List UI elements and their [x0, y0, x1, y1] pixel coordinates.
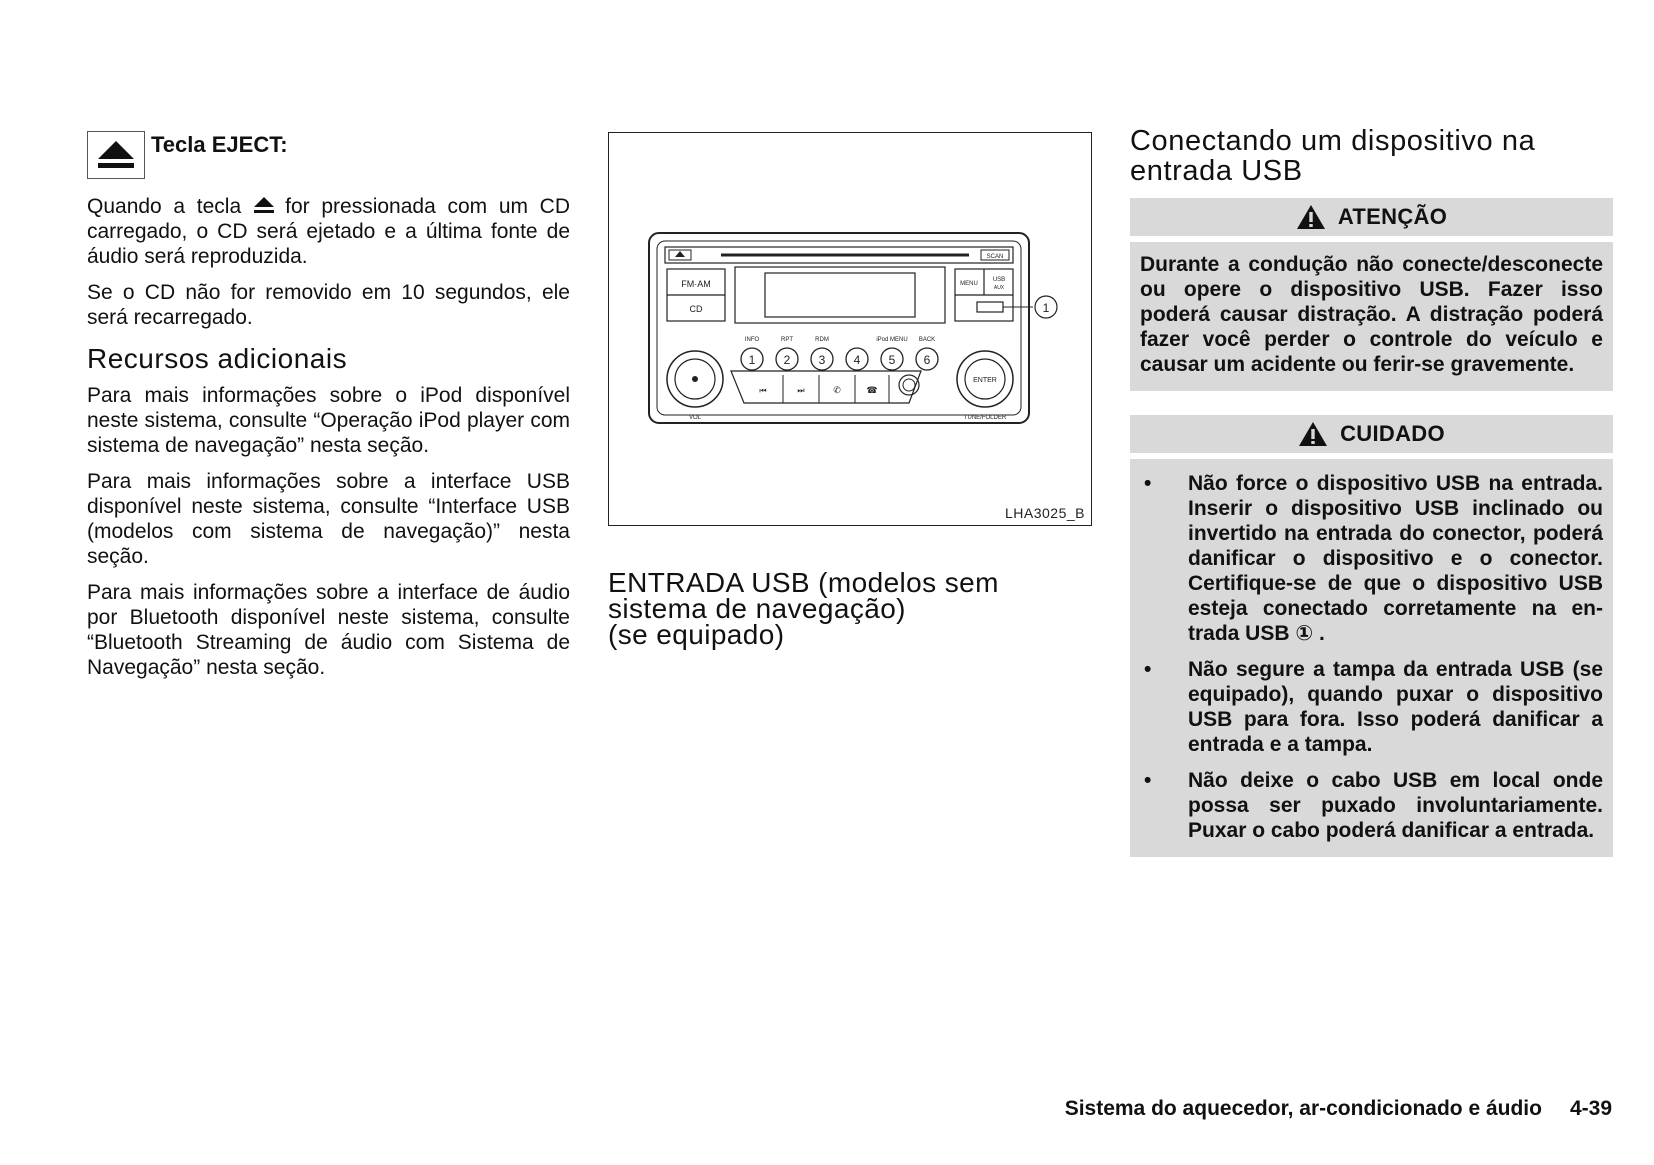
list-item	[1140, 768, 1603, 843]
atencao-header	[1130, 198, 1613, 236]
preset-5: 5	[888, 353, 896, 367]
bullet-dot: •	[1144, 472, 1152, 495]
page-footer	[1065, 1097, 1612, 1121]
usb-connect-title	[1130, 126, 1613, 186]
eject-label: Tecla EJECT:	[151, 132, 288, 157]
reload-paragraph: Se o CD não for removido em 10 segundos, ele será recarregado.	[87, 281, 570, 329]
usb-label: USB	[992, 277, 1006, 283]
atencao-body: Durante a condução não conecte/desconecte ou opere o dispositivo USB. Fazer isso poderá causar distração. A distração poderá fazer você perder o controle do veículo e causar um acidente ou ferir-se gravemente.	[1130, 242, 1613, 391]
menu-label: MENU	[960, 281, 978, 287]
cd-label: CD	[689, 304, 703, 314]
atencao-label: ATENÇÃO	[1337, 204, 1448, 229]
cuidado-body	[1130, 459, 1613, 857]
list-item	[1140, 471, 1603, 646]
bullet-dot: •	[1144, 658, 1152, 681]
preset-buttons	[741, 348, 938, 370]
eject-paragraph-post: for pressionada com um CD carregado, o CD será ejetado e a última fonte de áudio será reproduzida.	[87, 195, 571, 268]
figure-caption: LHA3025_B	[1004, 505, 1085, 521]
preset-4: 4	[853, 353, 861, 367]
cuidado-list	[1140, 471, 1603, 843]
tune-folder-label: TUNE/FOLDER	[963, 415, 1007, 421]
scan-label: SCAN	[986, 254, 1004, 260]
back-label: BACK	[918, 337, 936, 343]
eject-heading	[87, 130, 570, 180]
usb-connect-title-line2: entrada USB	[1130, 155, 1303, 187]
rdm-label: RDM	[815, 337, 829, 343]
caution-icon	[1298, 421, 1328, 447]
preset-1: 1	[748, 353, 756, 367]
eject-paragraph	[87, 194, 570, 269]
phone-pickup-icon: ✆	[833, 385, 841, 395]
usb-entry-heading-line3: (se equipado)	[608, 619, 785, 650]
right-column	[1130, 126, 1613, 857]
middle-column	[608, 132, 1092, 658]
vol-label: VOL	[688, 415, 702, 421]
phone-hangup-icon: ☎	[866, 385, 878, 395]
eject-icon	[87, 131, 145, 179]
callout-number: 1	[1042, 301, 1050, 315]
usb-connect-title-line1: Conectando um dispositivo na	[1130, 125, 1536, 157]
list-item-text: Não force o dispositivo USB na entrada. Inserir o dispositivo USB inclinado ou invertido na entrada do conector, poderá danificar o dispositivo e o conector. Certifique-se de que o dispositivo USB esteja conectado corretamente na entrada USB ① .	[1188, 472, 1603, 645]
bullet-dot: •	[1144, 769, 1152, 792]
ipod-paragraph: Para mais informações sobre o iPod disponível neste sistema, consulte “Operação iPod player com sistema de navegação” nesta seção.	[87, 384, 570, 457]
fmam-label: FM·AM	[681, 279, 711, 289]
info-label: INFO	[744, 337, 760, 343]
eject-icon-inline	[251, 194, 277, 216]
enter-label: ENTER	[973, 377, 997, 384]
usb-entry-heading-line1: ENTRADA USB (modelos sem	[608, 567, 999, 598]
cuidado-header	[1130, 415, 1613, 453]
cuidado-label: CUIDADO	[1340, 421, 1445, 446]
warning-icon	[1296, 204, 1326, 230]
footer-section-title: Sistema do aquecedor, ar-condicionado e áudio	[1064, 1097, 1542, 1120]
list-item	[1140, 657, 1603, 757]
seek-back-icon: ⏮	[759, 386, 767, 395]
page-number: 4-39	[1569, 1097, 1612, 1120]
preset-2: 2	[783, 353, 791, 367]
audio-unit-illustration	[609, 133, 1090, 524]
preset-6: 6	[923, 353, 931, 367]
list-item-text: Não deixe o cabo USB em local onde possa ser puxado involuntariamente. Puxar o cabo poderá danificar a entrada.	[1188, 769, 1603, 842]
ipod-menu-label: iPod MENU	[876, 337, 908, 343]
usb-entry-heading	[608, 567, 1092, 650]
left-column	[87, 130, 570, 691]
list-item-text: Não segure a tampa da entrada USB (se equipado), quando puxar o dispositivo USB para fora. Isso poderá danificar a entrada e a tampa.	[1188, 658, 1603, 756]
usb-entry-heading-line2: sistema de navegação)	[608, 593, 906, 624]
preset-3: 3	[818, 353, 826, 367]
usb-paragraph: Para mais informações sobre a interface USB disponível neste sistema, consulte “Interface USB (modelos com sistema de navegação)” nesta seção.	[87, 470, 570, 568]
aux-label: AUX	[993, 285, 1005, 291]
recursos-title: Recursos adicionais	[87, 343, 348, 374]
audio-unit-figure	[608, 132, 1092, 526]
seek-forward-icon: ⏭	[797, 386, 805, 395]
rpt-label: RPT	[781, 337, 793, 343]
bluetooth-paragraph: Para mais informações sobre a interface de áudio por Bluetooth disponível neste sistema, consulte “Bluetooth Streaming de áudio com Sistema de Navegação” nesta seção.	[87, 581, 570, 679]
eject-paragraph-pre: Quando a tecla	[87, 195, 242, 218]
